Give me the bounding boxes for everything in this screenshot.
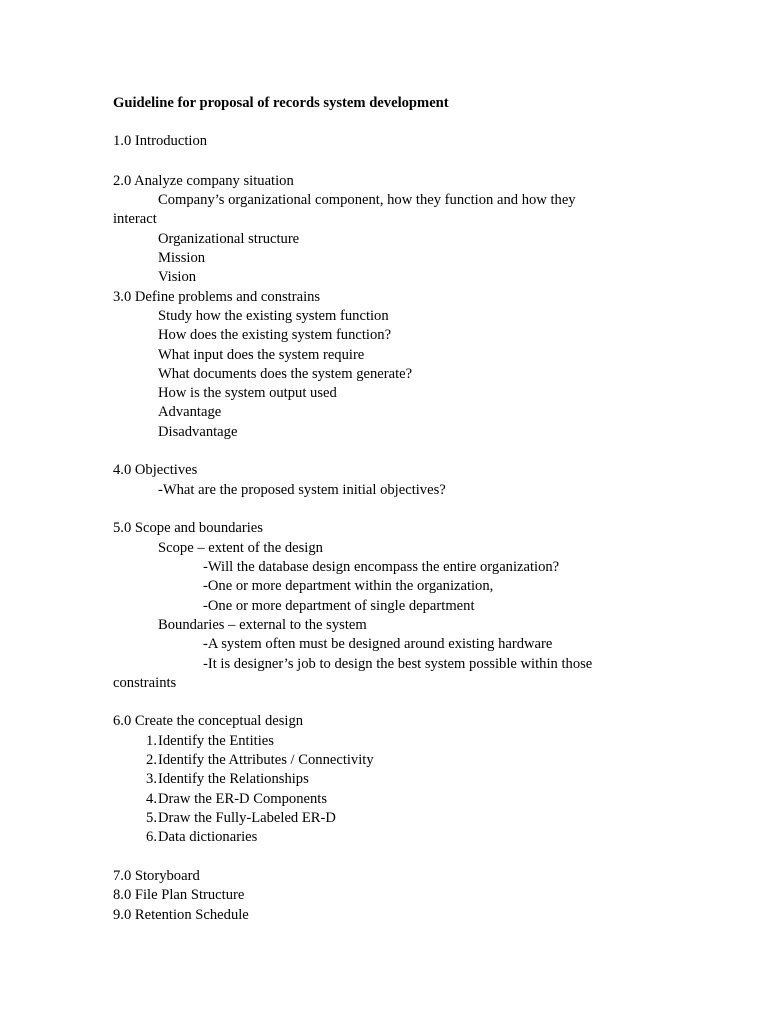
- list-item-text: Data dictionaries: [158, 829, 258, 845]
- section-heading-conceptual-design: 6.0 Create the conceptual design: [113, 713, 304, 729]
- boundaries-item: -A system often must be designed around existing hardware: [203, 636, 553, 652]
- section-heading-objectives: 4.0 Objectives: [113, 462, 198, 478]
- problems-item: Advantage: [158, 404, 222, 420]
- list-item-text: Identify the Entities: [158, 733, 274, 749]
- scope-item: -One or more department of single department: [203, 598, 475, 614]
- scope-item: -Will the database design encompass the entire organization?: [203, 559, 560, 575]
- problems-item: How is the system output used: [158, 385, 337, 401]
- scope-item: -One or more department within the organization,: [203, 578, 494, 594]
- problems-item: How does the existing system function?: [158, 327, 392, 343]
- problems-item: Disadvantage: [158, 424, 238, 440]
- section-heading-introduction: 1.0 Introduction: [113, 133, 208, 149]
- list-item-text: Identify the Relationships: [158, 771, 309, 787]
- numbered-list-item: [146, 809, 336, 828]
- boundaries-item-wrap: constraints: [113, 675, 177, 691]
- problems-item: What input does the system require: [158, 347, 365, 363]
- numbered-list-item: [146, 790, 328, 809]
- section-heading-file-plan: 8.0 File Plan Structure: [113, 887, 245, 903]
- analyze-line-wrap: interact: [113, 211, 157, 227]
- analyze-item: Organizational structure: [158, 231, 300, 247]
- section-heading-retention: 9.0 Retention Schedule: [113, 907, 249, 923]
- problems-item: What documents does the system generate?: [158, 366, 413, 382]
- list-number: 2.: [146, 752, 157, 768]
- list-number: 3.: [146, 771, 157, 787]
- list-number: 1.: [146, 733, 157, 749]
- problems-item: Study how the existing system function: [158, 308, 389, 324]
- analyze-item: Mission: [158, 250, 206, 266]
- list-item-text: Identify the Attributes / Connectivity: [158, 752, 374, 768]
- section-heading-analyze: 2.0 Analyze company situation: [113, 173, 294, 189]
- section-heading-storyboard: 7.0 Storyboard: [113, 868, 200, 884]
- numbered-list-item: [146, 732, 274, 751]
- analyze-line: Company’s organizational component, how they function and how they: [158, 192, 576, 208]
- document-title: Guideline for proposal of records system development: [113, 95, 449, 111]
- objectives-item: -What are the proposed system initial objectives?: [158, 482, 446, 498]
- section-heading-scope: 5.0 Scope and boundaries: [113, 520, 263, 536]
- boundaries-subheading: Boundaries – external to the system: [158, 617, 367, 633]
- list-number: 5.: [146, 810, 157, 826]
- boundaries-item: -It is designer’s job to design the best system possible within those: [203, 656, 593, 672]
- numbered-list-item: [146, 828, 258, 847]
- analyze-item: Vision: [158, 269, 197, 285]
- list-item-text: Draw the Fully-Labeled ER-D: [158, 810, 336, 826]
- numbered-list-item: [146, 770, 309, 789]
- section-heading-problems: 3.0 Define problems and constrains: [113, 289, 321, 305]
- scope-subheading: Scope – extent of the design: [158, 540, 323, 556]
- list-item-text: Draw the ER-D Components: [158, 791, 328, 807]
- numbered-list-item: [146, 751, 374, 770]
- list-number: 6.: [146, 829, 157, 845]
- list-number: 4.: [146, 791, 157, 807]
